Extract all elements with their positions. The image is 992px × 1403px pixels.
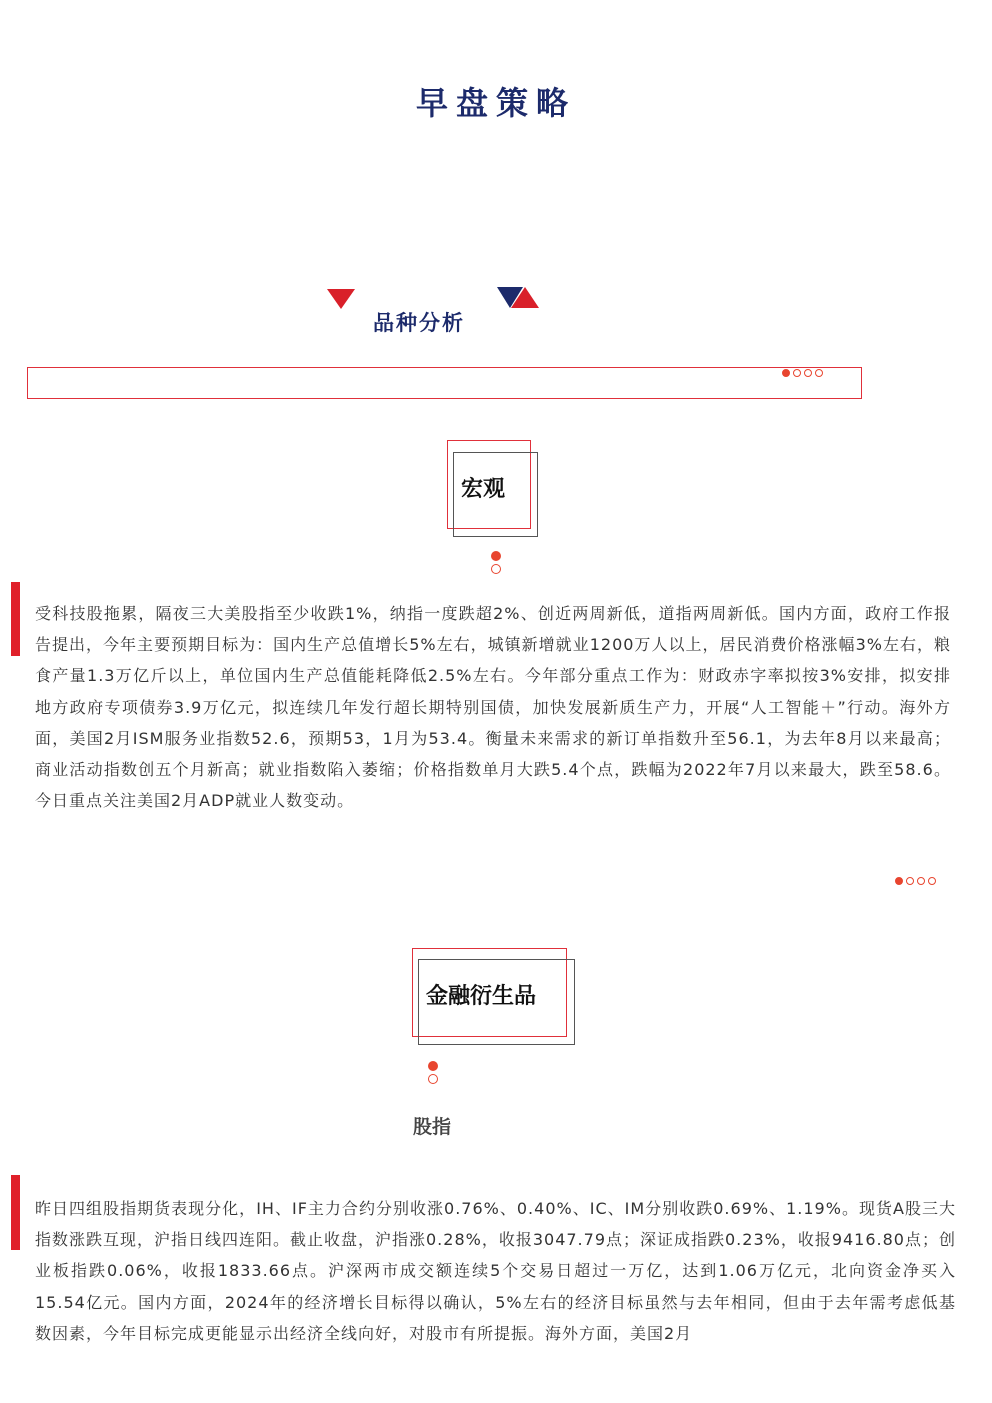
- progress-dots: [895, 877, 936, 885]
- dot-icon: [815, 369, 823, 377]
- derivatives-heading: 金融衍生品: [426, 984, 537, 1009]
- progress-dots: [782, 369, 823, 377]
- section-label-variety-analysis: 品种分析: [373, 311, 465, 335]
- red-triangle-decoration: [327, 289, 355, 309]
- dot-icon: [491, 551, 501, 561]
- macro-accent-bar: [11, 582, 20, 656]
- dot-icon: [895, 877, 903, 885]
- stock-index-paragraph: 昨日四组股指期货表现分化，IH、IF主力合约分别收涨0.76%、0.40%、IC、IM分别收跌0.69%、1.19%。现货A股三大指数涨跌互现，沪指日线四连阳。截止收盘，沪指涨0.28%，收报3047.79点；深证成指跌0.23%，收报9416.80点；创业板指跌0.06%，收报1833.66点。沪深两市成交额连续5个交易日超过一万亿，达到1.06万亿元，北向资金净买入15.54亿元。国内方面，2024年的经济增长目标得以确认，5%左右的经济目标虽然与去年相同，但由于去年需考虑低基数因素，今年目标完成更能显示出经济全线向好，对股市有所提振。海外方面，美国2月: [35, 1199, 956, 1343]
- dot-icon: [491, 564, 501, 574]
- dot-icon: [804, 369, 812, 377]
- macro-heading: 宏观: [461, 477, 506, 502]
- derivatives-connector-dots: [428, 1061, 438, 1084]
- dot-icon: [428, 1061, 438, 1071]
- dot-icon: [917, 877, 925, 885]
- dot-icon: [782, 369, 790, 377]
- navy-red-triangles-decoration: [497, 287, 541, 309]
- section-banner-box: [27, 367, 862, 399]
- dot-icon: [928, 877, 936, 885]
- stock-index-subheading: 股指: [413, 1116, 452, 1138]
- dot-icon: [793, 369, 801, 377]
- stock-index-accent-bar: [11, 1175, 20, 1250]
- document-title: 早盘策略: [415, 84, 576, 122]
- macro-paragraph: 受科技股拖累，隔夜三大美股指至少收跌1%，纳指一度跌超2%、创近两周新低，道指两周新低。国内方面，政府工作报告提出，今年主要预期目标为：国内生产总值增长5%左右，城镇新增就业1200万人以上，居民消费价格涨幅3%左右，粮食产量1.3万亿斤以上，单位国内生产总值能耗降低2.5%左右。今年部分重点工作为：财政赤字率拟按3%安排，拟安排地方政府专项债券3.9万亿元，拟连续几年发行超长期特别国债，加快发展新质生产力，开展“人工智能＋”行动。海外方面，美国2月ISM服务业指数52.6，预期53，1月为53.4。衡量未来需求的新订单指数升至56.1，为去年8月以来最高；商业活动指数创五个月新高；就业指数陷入萎缩；价格指数单月大跌5.4个点，跌幅为2022年7月以来最大，跌至58.6。今日重点关注美国2月ADP就业人数变动。: [35, 604, 951, 811]
- macro-connector-dots: [491, 551, 501, 574]
- dot-icon: [906, 877, 914, 885]
- dot-icon: [428, 1074, 438, 1084]
